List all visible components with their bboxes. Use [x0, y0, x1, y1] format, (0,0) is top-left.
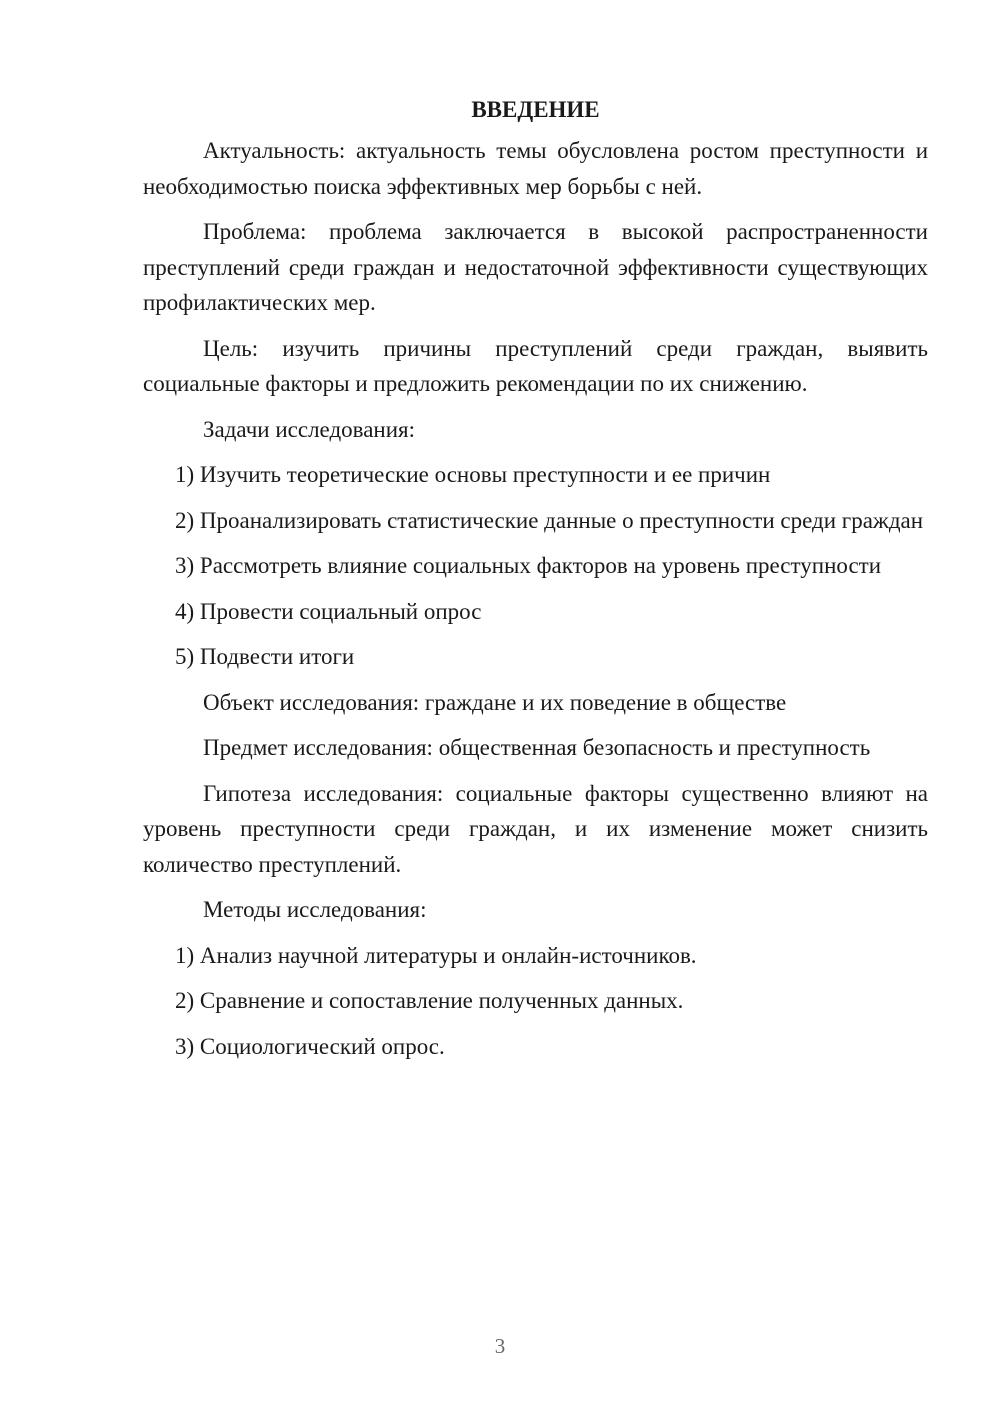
task-item: 2) Проанализировать статистические данные о преступности среди граждан	[175, 507, 924, 533]
relevance-paragraph: Актуальность: актуальность темы обусловлена ростом преступности и необходимостью поиска эффективных мер борьбы с ней.	[143, 138, 928, 199]
method-item: 1) Анализ научной литературы и онлайн-источников.	[175, 942, 697, 968]
hypothesis-paragraph: Гипотеза исследования: социальные факторы существенно влияют на уровень преступности среди граждан, и их изменение может снизить количество преступлений.	[143, 780, 928, 877]
page-number: 3	[494, 1334, 506, 1358]
object-paragraph: Объект исследования: граждане и их поведение в обществе	[203, 689, 787, 715]
goal-paragraph: Цель: изучить причины преступлений среди граждан, выявить социальные факторы и предложить рекомендации по их снижению.	[143, 335, 928, 396]
methods-heading: Методы исследования:	[203, 897, 427, 922]
subject-paragraph: Предмет исследования: общественная безопасность и преступность	[203, 735, 871, 760]
task-item: 5) Подвести итоги	[175, 644, 355, 669]
tasks-heading: Задачи исследования:	[203, 416, 416, 442]
page-content	[143, 92, 928, 1074]
task-item: 1) Изучить теоретические основы преступности и ее причин	[175, 462, 771, 487]
page-title: ВВЕДЕНИЕ	[471, 97, 600, 122]
task-item: 3) Рассмотреть влияние социальных факторов на уровень преступности	[175, 553, 882, 578]
problem-paragraph: Проблема: проблема заключается в высокой распространенности преступлений среди граждан и недостаточной эффективности существующих профилактических мер.	[143, 219, 928, 315]
method-item: 3) Социологический опрос.	[175, 1033, 445, 1059]
task-item: 4) Провести социальный опрос	[175, 598, 482, 624]
method-item: 2) Сравнение и сопоставление полученных данных.	[175, 988, 684, 1013]
